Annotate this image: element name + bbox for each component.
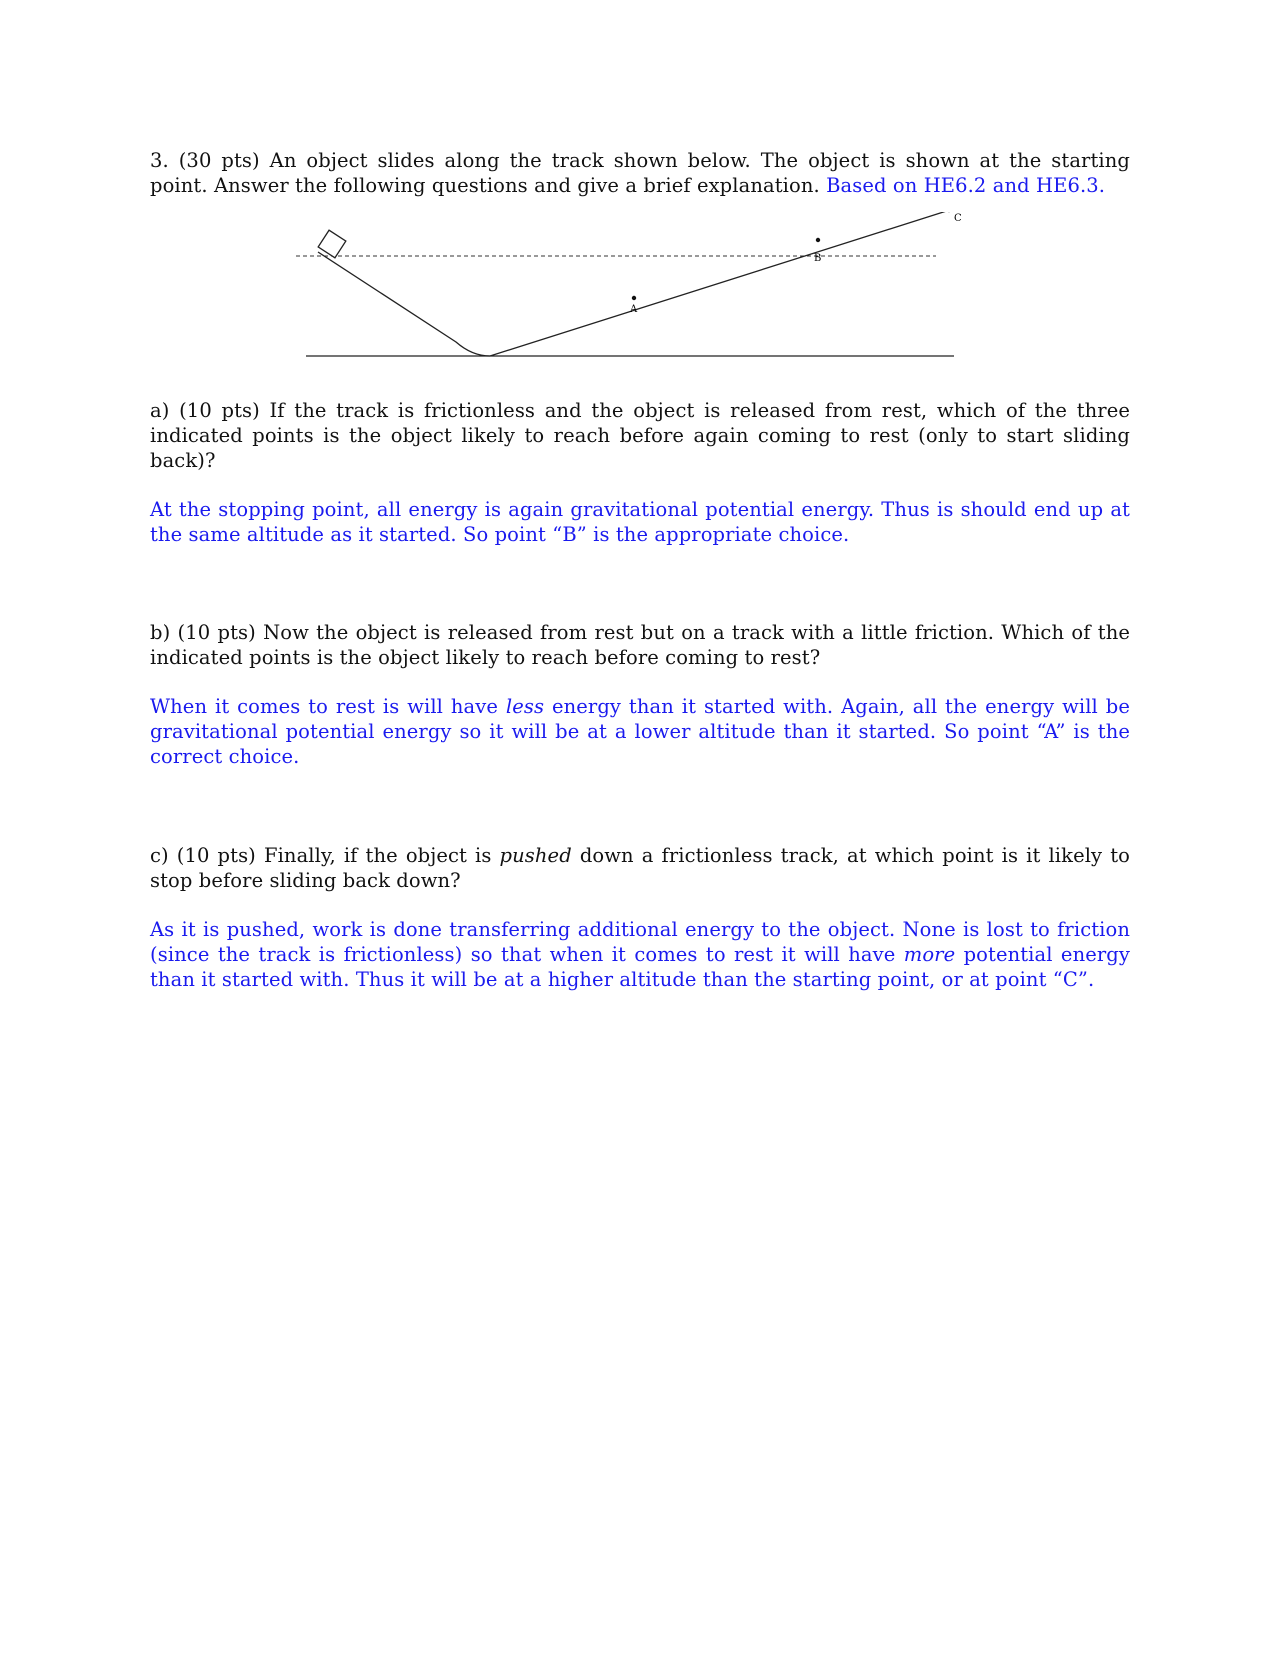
problem-statement	[150, 148, 1130, 198]
point-b-label: B	[814, 253, 822, 264]
point-a-label: A	[630, 304, 638, 315]
part-c-question	[150, 843, 1130, 893]
part-a-answer: At the stopping point, all energy is again gravitational potential energy. Thus is should end up at the same altitude as it started. So point “B” is the appropriate choice.	[150, 498, 1130, 546]
part-b-question: b) (10 pts) Now the object is released from rest but on a track with a little friction. Which of the indicated points is the object likely to reach before coming to rest?	[150, 621, 1130, 669]
object-block	[318, 230, 346, 258]
part-b-answer-pre: When it comes to rest is will have	[150, 695, 506, 718]
track-diagram	[296, 212, 996, 362]
part-c-answer-pre: As it is pushed, work is done transferring additional energy to the object. None is lost to friction (since the track is frictionless) so that when it comes to rest it will have	[150, 918, 1130, 966]
document-page	[150, 148, 1130, 992]
part-b-answer	[150, 694, 1130, 769]
part-c-question-emphasis: pushed	[499, 844, 572, 867]
problem-reference: Based on HE6.2 and HE6.3.	[826, 174, 1106, 197]
part-a-question: a) (10 pts) If the track is frictionless and the object is released from rest, which of the three indicated points is the object likely to reach before again coming to rest (only to start sliding back)?	[150, 399, 1130, 472]
part-b-answer-emphasis: less	[505, 695, 545, 718]
problem-text: 3. (30 pts) An object slides along the track shown below. The object is shown at the starting point. Answer the following questions and give a brief explanation.	[150, 149, 1130, 197]
part-c-answer	[150, 917, 1130, 992]
track-path	[318, 212, 956, 356]
point-a-dot	[632, 296, 636, 300]
part-c-question-pre: c) (10 pts) Finally, if the object is	[150, 844, 500, 867]
part-c-answer-post: potential energy than it started with. Thus it will be at a higher altitude than the starting point, or at point “C”.	[150, 943, 1130, 991]
part-c-answer-emphasis: more	[903, 943, 956, 966]
point-c-label: C	[954, 213, 962, 224]
point-b-dot	[816, 238, 820, 242]
part-b-answer-post: energy than it started with. Again, all the energy will be gravitational potential energy so it will be at a lower altitude than it started. So point “A” is the correct choice.	[150, 695, 1130, 768]
part-c-question-post: down a frictionless track, at which point is it likely to stop before sliding back down?	[150, 844, 1130, 892]
